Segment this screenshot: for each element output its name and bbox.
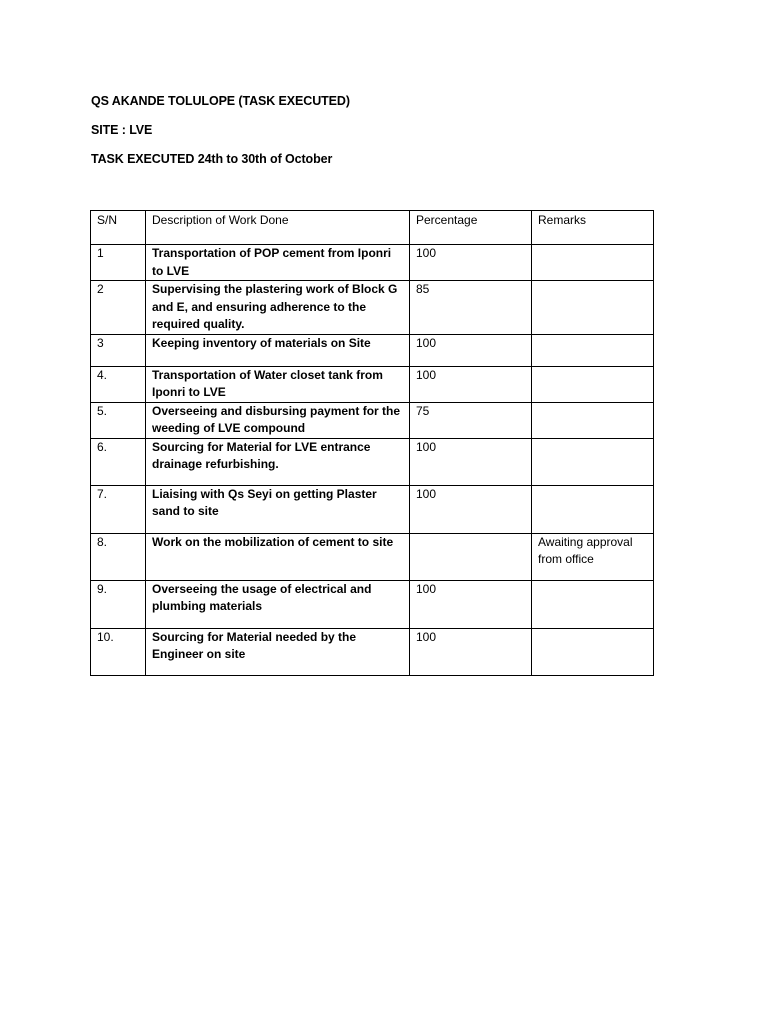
cell-percentage: 100 (410, 245, 532, 281)
cell-description: Overseeing the usage of electrical and plumbing materials (146, 580, 410, 628)
cell-remarks (532, 245, 654, 281)
cell-remarks (532, 580, 654, 628)
cell-description: Keeping inventory of materials on Site (146, 334, 410, 366)
cell-sn: 2 (91, 281, 146, 335)
cell-sn: 3 (91, 334, 146, 366)
column-header-sn: S/N (91, 211, 146, 245)
table-row (91, 281, 654, 335)
cell-description: Overseeing and disbursing payment for the weeding of LVE compound (146, 402, 410, 438)
cell-description: Sourcing for Material for LVE entrance drainage refurbishing. (146, 438, 410, 485)
table-row (91, 438, 654, 485)
table-header-row (91, 211, 654, 245)
table-row (91, 580, 654, 628)
cell-percentage: 100 (410, 485, 532, 533)
cell-description: Work on the mobilization of cement to site (146, 533, 410, 580)
cell-sn: 7. (91, 485, 146, 533)
cell-percentage: 100 (410, 628, 532, 675)
cell-remarks (532, 366, 654, 402)
table-row (91, 366, 654, 402)
column-header-percentage: Percentage (410, 211, 532, 245)
cell-description: Supervising the plastering work of Block G and E, and ensuring adherence to the required quality. (146, 281, 410, 335)
cell-percentage: 100 (410, 334, 532, 366)
cell-description: Sourcing for Material needed by the Engineer on site (146, 628, 410, 675)
cell-sn: 8. (91, 533, 146, 580)
cell-sn: 1 (91, 245, 146, 281)
table-row (91, 628, 654, 675)
column-header-remarks: Remarks (532, 211, 654, 245)
cell-sn: 10. (91, 628, 146, 675)
cell-percentage: 100 (410, 366, 532, 402)
task-table (90, 210, 654, 676)
cell-description: Transportation of Water closet tank from Iponri to LVE (146, 366, 410, 402)
cell-remarks (532, 438, 654, 485)
cell-description: Liaising with Qs Seyi on getting Plaster sand to site (146, 485, 410, 533)
table-row (91, 245, 654, 281)
cell-description: Transportation of POP cement from Iponri to LVE (146, 245, 410, 281)
cell-remarks (532, 628, 654, 675)
cell-sn: 9. (91, 580, 146, 628)
cell-sn: 5. (91, 402, 146, 438)
cell-percentage: 75 (410, 402, 532, 438)
cell-remarks (532, 334, 654, 366)
table-row (91, 334, 654, 366)
cell-percentage: 100 (410, 438, 532, 485)
document-title: QS AKANDE TOLULOPE (TASK EXECUTED) (91, 94, 350, 108)
cell-remarks (532, 485, 654, 533)
task-period: TASK EXECUTED 24th to 30th of October (91, 152, 333, 166)
table-row (91, 402, 654, 438)
cell-percentage: 100 (410, 580, 532, 628)
table-row (91, 533, 654, 580)
cell-remarks (532, 281, 654, 335)
cell-sn: 6. (91, 438, 146, 485)
cell-remarks (532, 402, 654, 438)
column-header-description: Description of Work Done (146, 211, 410, 245)
cell-remarks: Awaiting approval from office (532, 533, 654, 580)
site-label: SITE : LVE (91, 123, 153, 137)
cell-sn: 4. (91, 366, 146, 402)
cell-percentage: 85 (410, 281, 532, 335)
table-row (91, 485, 654, 533)
cell-percentage (410, 533, 532, 580)
